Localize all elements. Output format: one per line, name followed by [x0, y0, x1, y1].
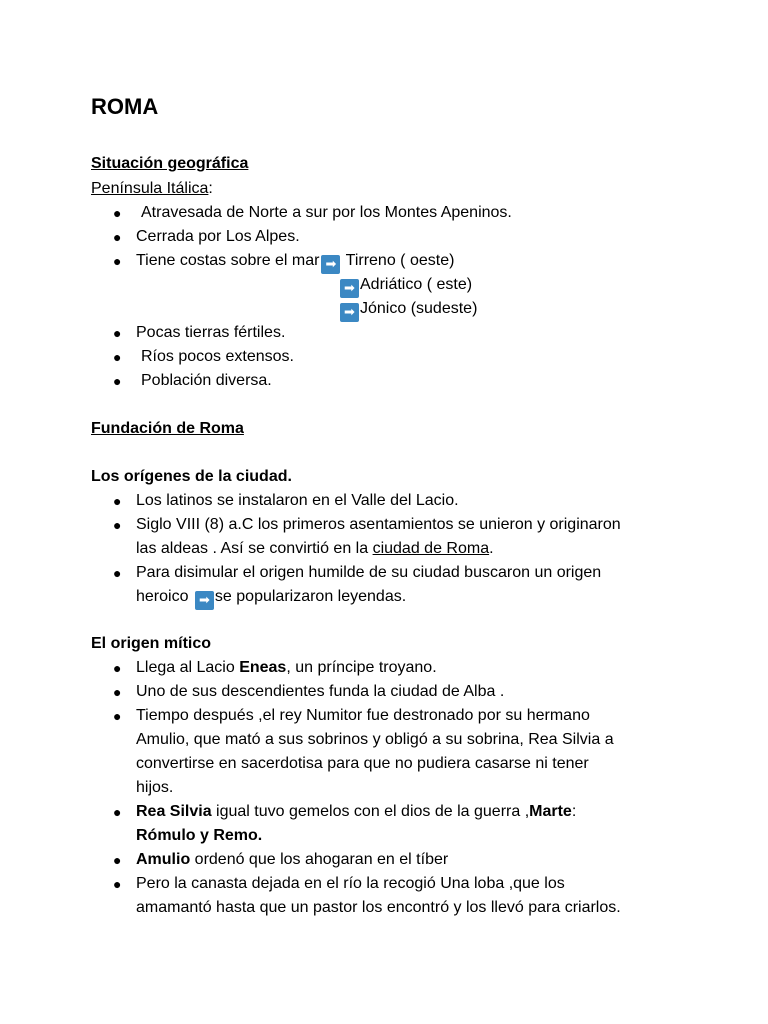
- bullet-icon: ●: [113, 349, 122, 365]
- list-item-text: Población diversa.: [141, 372, 272, 389]
- bullet-icon: ●: [113, 684, 122, 700]
- page-title: ROMA: [91, 94, 159, 119]
- bullet-icon: ●: [113, 205, 122, 221]
- mitico-list: [91, 656, 691, 920]
- section-heading-geografia: Situación geográfica: [91, 155, 249, 172]
- bullet-icon: ●: [113, 804, 122, 820]
- bullet-icon: ●: [113, 229, 122, 245]
- section-heading-fundacion: Fundación de Roma: [91, 420, 244, 437]
- sea-jonico: Jónico (sudeste): [360, 300, 478, 317]
- underlined-text: ciudad de Roma: [372, 540, 490, 557]
- list-item-text: las aldeas . Así se convirtió en la: [136, 540, 373, 557]
- arrow-right-icon: ➡: [340, 303, 359, 322]
- list-item: [91, 249, 691, 274]
- list-item-text: Siglo VIII (8) a.C los primeros asentamientos se unieron y originaron: [136, 516, 621, 533]
- geo-list-2: [91, 321, 691, 393]
- arrow-right-icon: ➡: [340, 279, 359, 298]
- section-heading-mitico: El origen mítico: [91, 635, 212, 652]
- list-item-text: Uno de sus descendientes funda la ciudad de Alba .: [136, 683, 505, 700]
- list-item-text: Ríos pocos extensos.: [141, 348, 294, 365]
- list-item-text: ordenó que los ahogaran en el tíber: [190, 851, 449, 868]
- bullet-icon: ●: [113, 493, 122, 509]
- bullet-icon: ●: [113, 852, 122, 868]
- arrow-right-icon: ➡: [321, 255, 340, 274]
- list-item-text: Llega al Lacio: [136, 659, 240, 676]
- list-item: [91, 345, 691, 369]
- sea-tirreno: Tirreno ( oeste): [345, 252, 455, 269]
- list-item-text: hijos.: [136, 779, 174, 796]
- list-item-text: Para disimular el origen humilde de su ciudad buscaron un origen: [136, 564, 602, 581]
- bold-text: Eneas: [239, 659, 287, 676]
- list-item: [91, 848, 691, 872]
- origenes-list: [91, 489, 691, 610]
- list-item-text: Cerrada por Los Alpes.: [136, 228, 300, 245]
- list-item-text: Amulio, que mató a sus sobrinos y obligó a su sobrina, Rea Silvia a: [136, 731, 614, 748]
- list-item-text: :: [571, 803, 577, 820]
- bold-text: Rómulo y Remo.: [136, 827, 263, 844]
- section-heading-origenes: Los orígenes de la ciudad.: [91, 468, 292, 485]
- bullet-icon: ●: [113, 876, 122, 892]
- list-item: [91, 561, 691, 610]
- list-item: [91, 800, 691, 848]
- list-item: [91, 656, 691, 680]
- geo-list: [91, 201, 691, 274]
- arrow-right-icon: ➡: [195, 591, 214, 610]
- list-item: [91, 489, 691, 513]
- bullet-icon: ●: [113, 325, 122, 341]
- list-item: [91, 225, 691, 249]
- list-item: [91, 513, 691, 561]
- list-item: [91, 680, 691, 704]
- bullet-icon: ●: [113, 517, 122, 533]
- list-item-text: Tiempo después ,el rey Numitor fue destronado por su hermano: [136, 707, 590, 724]
- bullet-icon: ●: [113, 373, 122, 389]
- list-item-text: amamantó hasta que un pastor los encontró y los llevó para criarlos.: [136, 899, 621, 916]
- sea-line-adriatico: [338, 273, 472, 298]
- list-item: [91, 321, 691, 345]
- list-item-text: Pero la canasta dejada en el río la recogió Una loba ,que los: [136, 875, 565, 892]
- list-item-text: Atravesada de Norte a sur por los Montes Apeninos.: [141, 204, 512, 221]
- bold-text: Marte: [529, 803, 572, 820]
- list-item-text: Los latinos se instalaron en el Valle del Lacio.: [136, 492, 459, 509]
- bullet-icon: ●: [113, 660, 122, 676]
- list-item: [91, 369, 691, 393]
- list-item-text: igual tuvo gemelos con el dios de la guerra ,: [211, 803, 530, 820]
- list-item-text: Pocas tierras fértiles.: [136, 324, 286, 341]
- list-item-text: heroico: [136, 588, 193, 605]
- bullet-icon: ●: [113, 708, 122, 724]
- sea-line-jonico: [338, 297, 477, 322]
- bullet-icon: ●: [113, 565, 122, 581]
- list-item: [91, 704, 691, 800]
- subheading-colon: :: [208, 180, 213, 197]
- subheading-peninsula-text: Península Itálica: [91, 180, 209, 197]
- list-item-text: se popularizaron leyendas.: [214, 588, 407, 605]
- list-item-text: , un príncipe troyano.: [286, 659, 437, 676]
- subheading-peninsula: [91, 177, 213, 201]
- bold-text: Amulio: [136, 851, 191, 868]
- list-item-text: .: [489, 540, 494, 557]
- list-item: [91, 872, 691, 920]
- sea-adriatico: Adriático ( este): [360, 276, 473, 293]
- bold-text: Rea Silvia: [136, 803, 212, 820]
- list-item-text: convertirse en sacerdotisa para que no pudiera casarse ni tener: [136, 755, 589, 772]
- list-item-text: Tiene costas sobre el mar: [136, 252, 320, 269]
- list-item: [91, 201, 691, 225]
- bullet-icon: ●: [113, 253, 122, 269]
